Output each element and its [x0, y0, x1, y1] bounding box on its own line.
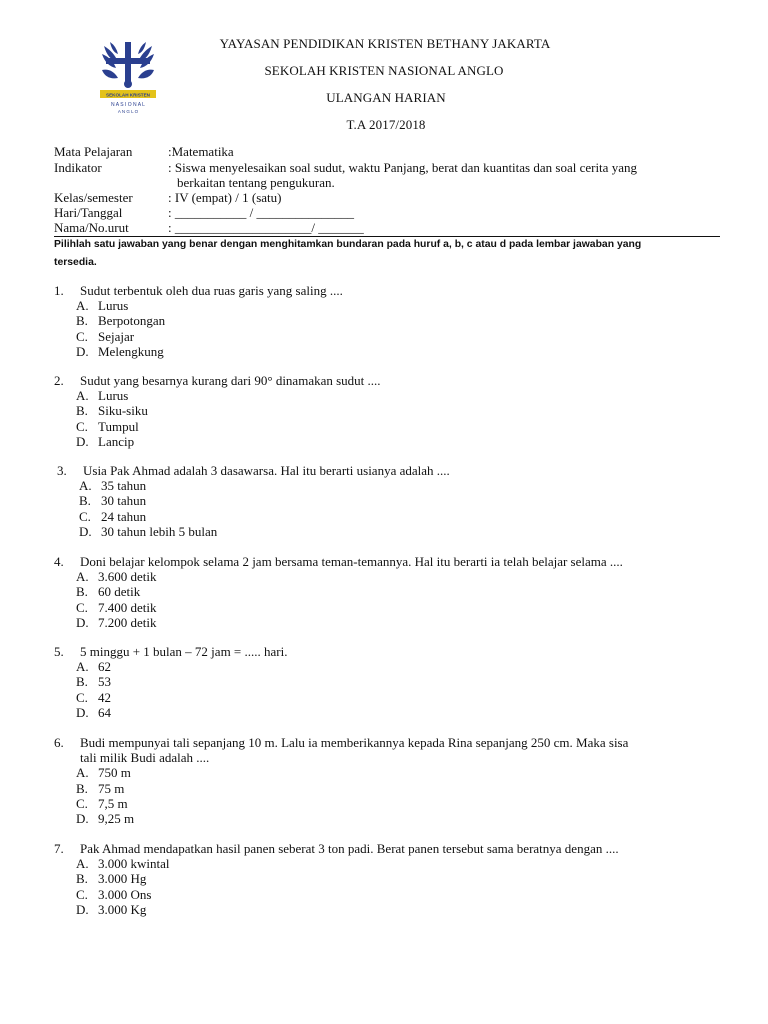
option-text: Berpotongan: [98, 313, 166, 329]
question-2: [54, 373, 734, 449]
option-label: C.: [76, 689, 88, 705]
option-label: D.: [76, 343, 89, 359]
option-label: C.: [76, 418, 88, 434]
option-text: 750 m: [98, 765, 131, 781]
question-stem: [54, 841, 734, 856]
answer-option: [54, 313, 734, 328]
option-text: Melengkung: [98, 343, 164, 359]
answer-option: [54, 344, 734, 359]
question-text-line1: Sudut yang besarnya kurang dari 90° dinamakan sudut ....: [80, 373, 381, 388]
school-title: SEKOLAH KRISTEN NASIONAL ANGLO: [264, 63, 504, 78]
option-text: 53: [98, 674, 111, 690]
option-text: 60 detik: [98, 584, 141, 600]
question-stem: [54, 373, 734, 388]
option-text: 24 tahun: [101, 508, 147, 524]
question-number: 2.: [54, 373, 64, 388]
indicator-label: Indikator: [54, 160, 102, 175]
answer-option: [54, 887, 734, 902]
answer-option: [54, 659, 734, 674]
question-7: [54, 841, 734, 917]
answer-option: [57, 478, 737, 493]
option-label: D.: [76, 704, 89, 720]
answer-option: [57, 509, 737, 524]
option-text: 7.200 detik: [98, 614, 157, 630]
answer-option: [54, 434, 734, 449]
question-stem: [54, 735, 734, 765]
indicator-value-line2: berkaitan tentang pengukuran.: [177, 175, 335, 190]
name-value: : _____________________/ _______: [168, 220, 364, 235]
answer-option: [54, 856, 734, 871]
option-label: B.: [76, 313, 88, 329]
answer-option: [54, 600, 734, 615]
option-label: B.: [76, 674, 88, 690]
question-stem: [54, 554, 734, 569]
instructions-line2: tersedia.: [54, 257, 97, 268]
option-text: 3.000 kwintal: [98, 856, 170, 872]
question-4: [54, 554, 734, 630]
option-text: Lancip: [98, 433, 135, 449]
option-label: D.: [79, 523, 92, 539]
option-text: Sejajar: [98, 328, 135, 344]
instructions-line1: Pilihlah satu jawaban yang benar dengan menghitamkan bundaran pada huruf a, b, c atau d pada lembar jawaban yang: [54, 239, 642, 250]
answer-option: [54, 765, 734, 780]
answer-option: [54, 690, 734, 705]
option-text: 75 m: [98, 780, 125, 796]
option-label: D.: [76, 433, 89, 449]
question-text: [83, 463, 737, 478]
question-stem: [54, 283, 734, 298]
question-text-line1: Sudut terbentuk oleh dua ruas garis yang saling ....: [80, 283, 343, 298]
date-value: : ___________ / _______________: [168, 205, 354, 220]
question-stem: [54, 644, 734, 659]
indicator-value-line1: : Siswa menyelesaikan soal sudut, waktu Panjang, berat dan kuantitas dan soal cerita yang: [168, 160, 637, 175]
answer-option: [54, 705, 734, 720]
answer-option: [54, 615, 734, 630]
option-text: 9,25 m: [98, 811, 135, 827]
logo-top-text: SEKOLAH KRISTEN: [106, 92, 150, 98]
answer-option: [54, 329, 734, 344]
subject-value: :Matematika: [168, 144, 234, 159]
option-text: 30 tahun lebih 5 bulan: [101, 523, 218, 539]
option-text: Lurus: [98, 388, 129, 404]
question-text: [80, 554, 734, 569]
option-label: D.: [76, 614, 89, 630]
answer-option: [54, 781, 734, 796]
question-1: [54, 283, 734, 359]
option-label: B.: [76, 780, 88, 796]
question-text: [80, 373, 734, 388]
option-label: C.: [76, 795, 88, 811]
option-label: A.: [76, 856, 89, 872]
logo-bottom-text-2: A N G L O: [117, 109, 139, 114]
option-label: B.: [79, 493, 91, 509]
option-text: 7.400 detik: [98, 599, 157, 615]
question-text-line1: Doni belajar kelompok selama 2 jam bersama teman-temannya. Hal itu berarti ia telah belajar selama ....: [80, 554, 623, 569]
option-text: 64: [98, 704, 111, 720]
answer-option: [54, 419, 734, 434]
name-label: Nama/No.urut: [54, 220, 129, 235]
answer-option: [54, 403, 734, 418]
option-text: 7,5 m: [98, 795, 128, 811]
option-label: C.: [79, 508, 91, 524]
question-number: 1.: [54, 283, 64, 298]
class-label: Kelas/semester: [54, 190, 133, 205]
question-text-line1: Pak Ahmad mendapatkan hasil panen seberat 3 ton padi. Berat panen tersebut sama beratnya dengan ....: [80, 841, 619, 856]
subject-label: Mata Pelajaran: [54, 144, 133, 159]
question-text-line1: Budi mempunyai tali sepanjang 10 m. Lalu ia memberikannya kepada Rina sepanjang 250 cm. Maka sisa: [80, 735, 629, 750]
option-label: A.: [76, 569, 89, 585]
option-text: 3.000 Hg: [98, 871, 147, 887]
option-text: Lurus: [98, 298, 129, 314]
question-number: 4.: [54, 554, 64, 569]
question-5: [54, 644, 734, 720]
option-label: C.: [76, 328, 88, 344]
exam-title: ULANGAN HARIAN: [326, 90, 446, 105]
question-text: [80, 841, 734, 856]
logo-bottom-text-1: N A S I O N A L: [111, 102, 145, 108]
academic-year: T.A 2017/2018: [346, 117, 426, 132]
question-number: 5.: [54, 644, 64, 659]
question-number: 3.: [57, 463, 67, 478]
answer-option: [54, 298, 734, 313]
option-text: 3.000 Kg: [98, 901, 147, 917]
option-label: D.: [76, 811, 89, 827]
answer-option: [54, 871, 734, 886]
answer-option: [57, 524, 737, 539]
option-text: 3.600 detik: [98, 569, 157, 585]
option-text: 42: [98, 689, 111, 705]
question-text: [80, 735, 734, 765]
option-label: B.: [76, 403, 88, 419]
option-text: 30 tahun: [101, 493, 147, 509]
option-label: A.: [76, 388, 89, 404]
question-stem: [57, 463, 737, 478]
class-value: : IV (empat) / 1 (satu): [168, 190, 282, 205]
question-number: 7.: [54, 841, 64, 856]
answer-option: [54, 811, 734, 826]
answer-option: [57, 493, 737, 508]
option-label: D.: [76, 901, 89, 917]
option-text: 35 tahun: [101, 478, 147, 494]
date-label: Hari/Tanggal: [54, 205, 123, 220]
option-label: A.: [76, 298, 89, 314]
foundation-title: YAYASAN PENDIDIKAN KRISTEN BETHANY JAKARTA: [219, 36, 551, 51]
option-label: B.: [76, 871, 88, 887]
option-text: 62: [98, 659, 111, 675]
option-label: A.: [79, 478, 92, 494]
question-6: [54, 735, 734, 826]
option-text: Siku-siku: [98, 403, 148, 419]
answer-option: [54, 796, 734, 811]
question-text: [80, 644, 734, 659]
answer-option: [54, 569, 734, 584]
option-text: Tumpul: [98, 418, 139, 434]
answer-option: [54, 902, 734, 917]
question-text: [80, 283, 734, 298]
answer-option: [54, 674, 734, 689]
question-number: 6.: [54, 735, 64, 750]
option-text: 3.000 Ons: [98, 886, 152, 902]
question-text-line1: 5 minggu + 1 bulan – 72 jam = ..... hari.: [80, 644, 288, 659]
option-label: C.: [76, 886, 88, 902]
option-label: B.: [76, 584, 88, 600]
option-label: C.: [76, 599, 88, 615]
question-text-line1: Usia Pak Ahmad adalah 3 dasawarsa. Hal itu berarti usianya adalah ....: [83, 463, 450, 478]
question-text-line2: tali milik Budi adalah ....: [80, 750, 210, 766]
answer-option: [54, 388, 734, 403]
option-label: A.: [76, 659, 89, 675]
option-label: A.: [76, 765, 89, 781]
answer-option: [54, 584, 734, 599]
instructions: [54, 236, 720, 272]
question-3: [57, 463, 737, 539]
